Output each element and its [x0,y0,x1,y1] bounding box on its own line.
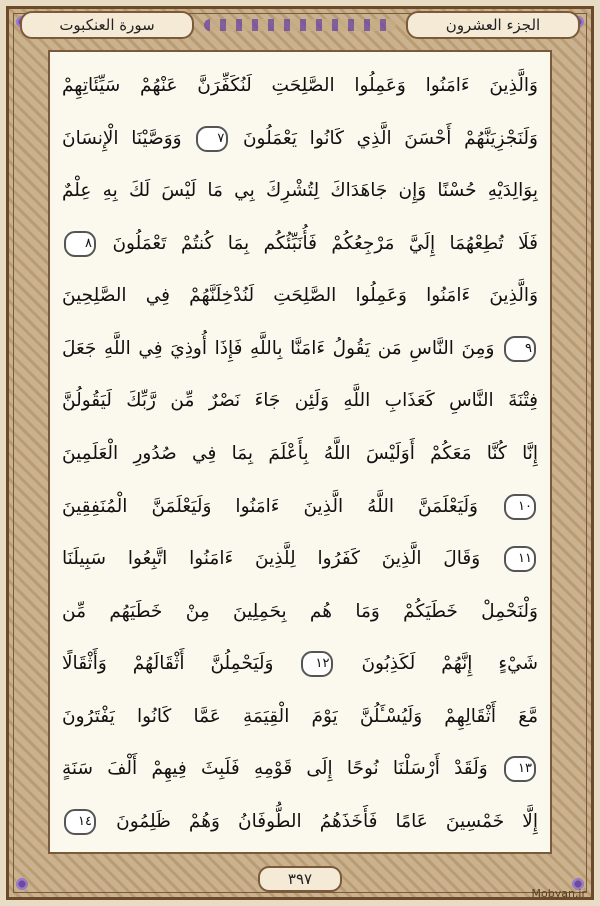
page-number: ٣٩٧ [258,866,342,892]
text-lines [62,64,538,844]
header-ornament [204,19,396,31]
verse-text: إِلَّا خَمْسِينَ عَامًا فَأَخَذَهُمُ الطُّوفَانُ وَهُمْ ظَلِمُونَ [116,810,538,832]
verse-text: شَيْءٍ إِنَّهُمْ لَكَذِبُونَ [361,653,538,675]
verse-text: وَمِنَ النَّاسِ مَن يَقُولُ ءَامَنَّا بِاللَّهِ فَإِذَا أُوذِيَ فِي اللَّهِ جَعَلَ [62,337,495,359]
text-line [62,695,538,739]
verse-text: وَوَصَّيْنَا الْإِنسَانَ [62,127,182,149]
verse-text: مَّعَ أَثْقَالِهِمْ وَلَيُسْـَٔلُنَّ يَوْمَ الْقِيَمَةِ عَمَّا كَانُوا يَفْتَرُونَ [62,705,538,727]
text-line [62,590,538,634]
page-header [20,12,580,38]
verse-text: وَقَالَ الَّذِينَ كَفَرُوا لِلَّذِينَ ءَامَنُوا اتَّبِعُوا سَبِيلَنَا [62,548,481,570]
text-line [62,800,538,844]
text-line [62,642,538,686]
verse-text: بِوَالِدَيْهِ حُسْنًا وَإِن جَاهَدَاكَ لِتُشْرِكَ بِي مَا لَيْسَ لَكَ بِهِ عِلْمٌ [62,180,538,202]
text-line [62,432,538,476]
verse-text: وَالَّذِينَ ءَامَنُوا وَعَمِلُوا الصَّلِحَتِ لَنُدْخِلَنَّهُمْ فِي الصَّلِحِينَ [62,285,538,307]
verse-text: فَلَا تُطِعْهُمَا إِلَيَّ مَرْجِعُكُمْ فَأُنَبِّئُكُم بِمَا كُنتُمْ تَعْمَلُونَ [112,232,538,254]
surah-name-label: سورة العنكبوت [20,11,194,39]
watermark: Mobyan.ir [531,887,586,900]
ayah-number-marker: ١٤ [64,809,96,835]
ayah-number-marker: ٧ [196,126,228,152]
text-line [62,485,538,529]
text-line [62,222,538,266]
page-footer [0,866,600,888]
verse-text: فِتْنَةَ النَّاسِ كَعَذَابِ اللَّهِ وَلَئِن جَاءَ نَصْرٌ مِّن رَّبِّكَ لَيَقُولُنَّ [62,390,538,412]
text-line [62,379,538,423]
verse-text: وَلَنَجْزِيَنَّهُمْ أَحْسَنَ الَّذِي كَانُوا يَعْمَلُونَ [242,127,538,149]
verse-text: إِنَّا كُنَّا مَعَكُمْ أَوَلَيْسَ اللَّهُ بِأَعْلَمَ بِمَا فِي صُدُورِ الْعَلَمِينَ [62,442,538,464]
verse-text: وَلَيَحْمِلُنَّ أَثْقَالَهُمْ وَأَثْقَالًا [62,653,274,675]
ayah-number-marker: ١٣ [504,756,536,782]
quran-text-area [48,50,552,854]
text-line [62,747,538,791]
verse-text: وَلْنَحْمِلْ خَطَيَكُمْ وَمَا هُم بِحَمِلِينَ مِنْ خَطَيَهُم مِّن [62,600,538,622]
text-line [62,117,538,161]
text-line [62,537,538,581]
ayah-number-marker: ١٢ [301,651,333,677]
ayah-number-marker: ١٠ [504,494,536,520]
juz-label: الجزء العشرون [406,11,580,39]
ayah-number-marker: ٨ [64,231,96,257]
verse-text: وَلَقَدْ أَرْسَلْنَا نُوحًا إِلَى قَوْمِهِ فَلَبِثَ فِيهِمْ أَلْفَ سَنَةٍ [62,758,488,780]
ayah-number-marker: ٩ [504,336,536,362]
verse-text: وَالَّذِينَ ءَامَنُوا وَعَمِلُوا الصَّلِحَتِ لَنُكَفِّرَنَّ عَنْهُمْ سَيِّئَاتِهِمْ [62,75,538,96]
text-line [62,274,538,318]
verse-text: وَلَيَعْلَمَنَّ اللَّهُ الَّذِينَ ءَامَنُوا وَلَيَعْلَمَنَّ الْمُنَفِقِينَ [62,495,478,517]
text-line [62,169,538,213]
text-line [62,64,538,108]
ayah-number-marker: ١١ [504,546,536,572]
text-line [62,327,538,371]
